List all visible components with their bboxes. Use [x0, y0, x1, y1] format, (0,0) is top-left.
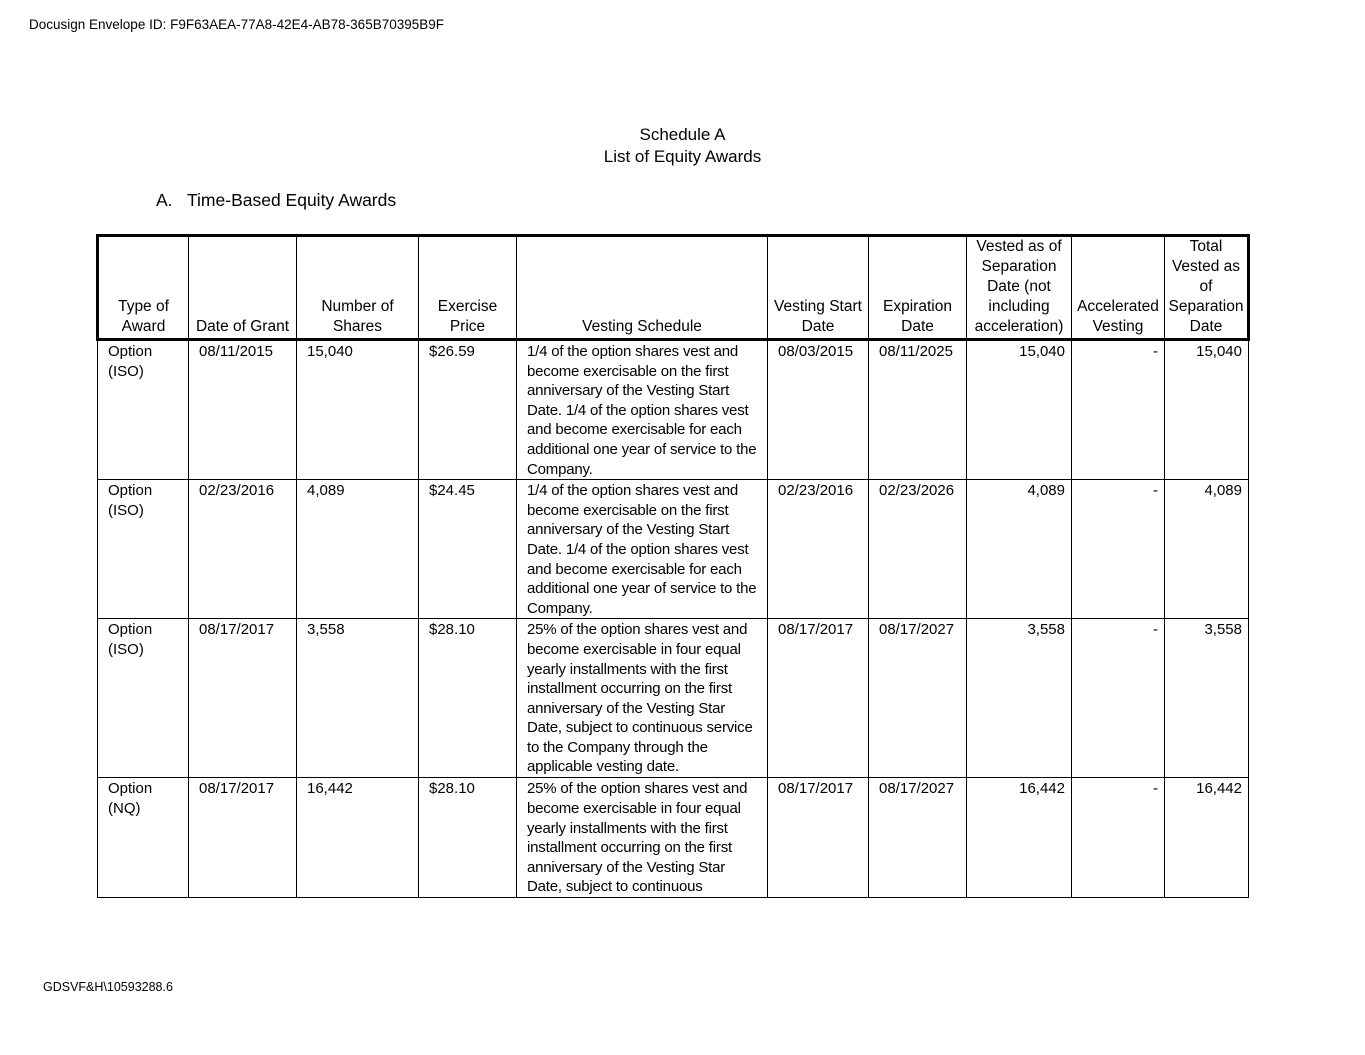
table-row	[98, 340, 1249, 480]
header-vesting-schedule: Vesting Schedule	[517, 236, 768, 340]
cell-start-date: 02/23/2016	[768, 480, 869, 619]
header-expiration-date: Expiration Date	[869, 236, 967, 340]
cell-grant-date: 02/23/2016	[189, 480, 297, 619]
cell-total: 15,040	[1165, 340, 1249, 480]
cell-start-date: 08/03/2015	[768, 340, 869, 480]
cell-accelerated: -	[1072, 480, 1165, 619]
equity-awards-table	[96, 234, 1250, 898]
header-total-vested: Total Vested as of Separation Date	[1165, 236, 1249, 340]
cell-type: Option (ISO)	[98, 340, 189, 480]
cell-grant-date: 08/17/2017	[189, 619, 297, 778]
schedule-title: Schedule A	[639, 125, 726, 144]
cell-schedule: 1/4 of the option shares vest and become exercisable on the first anniversary of the Vesting Start Date. 1/4 of the option shares vest and become exercisable for each additional one year of service to the Company.	[517, 480, 768, 619]
cell-type: Option (NQ)	[98, 778, 189, 898]
header-date-of-grant: Date of Grant	[189, 236, 297, 340]
schedule-subtitle: List of Equity Awards	[603, 147, 762, 166]
cell-start-date: 08/17/2017	[768, 619, 869, 778]
header-accelerated-vesting: Accelerated Vesting	[1072, 236, 1165, 340]
cell-shares: 4,089	[297, 480, 419, 619]
cell-expiration: 02/23/2026	[869, 480, 967, 619]
envelope-id: Docusign Envelope ID: F9F63AEA-77A8-42E4-AB78-365B70395B9F	[29, 17, 444, 32]
cell-price: $28.10	[419, 778, 517, 898]
section-letter: A.	[156, 190, 173, 210]
table-header-row	[98, 236, 1249, 340]
cell-grant-date: 08/11/2015	[189, 340, 297, 480]
cell-schedule: 25% of the option shares vest and become exercisable in four equal yearly installments with the first installment occurring on the first anniversary of the Vesting Star Date, subject to continuous service to the Company through the applicable vesting date.	[517, 619, 768, 778]
cell-shares: 16,442	[297, 778, 419, 898]
cell-grant-date: 08/17/2017	[189, 778, 297, 898]
section-heading	[156, 190, 396, 211]
cell-price: $26.59	[419, 340, 517, 480]
cell-type: Option (ISO)	[98, 619, 189, 778]
cell-vested: 4,089	[967, 480, 1072, 619]
cell-accelerated: -	[1072, 619, 1165, 778]
cell-expiration: 08/17/2027	[869, 778, 967, 898]
cell-shares: 15,040	[297, 340, 419, 480]
section-label: Time-Based Equity Awards	[187, 190, 397, 210]
cell-expiration: 08/17/2027	[869, 619, 967, 778]
document-footer-id: GDSVF&H\10593288.6	[43, 980, 173, 994]
cell-vested: 3,558	[967, 619, 1072, 778]
header-vesting-start-date: Vesting Start Date	[768, 236, 869, 340]
cell-total: 16,442	[1165, 778, 1249, 898]
cell-type: Option (ISO)	[98, 480, 189, 619]
cell-price: $24.45	[419, 480, 517, 619]
header-exercise-price: Exercise Price	[419, 236, 517, 340]
table-row	[98, 619, 1249, 778]
document-title	[0, 124, 1365, 168]
cell-vested: 16,442	[967, 778, 1072, 898]
cell-accelerated: -	[1072, 778, 1165, 898]
cell-start-date: 08/17/2017	[768, 778, 869, 898]
header-type-of-award: Type of Award	[98, 236, 189, 340]
cell-shares: 3,558	[297, 619, 419, 778]
cell-price: $28.10	[419, 619, 517, 778]
cell-schedule: 1/4 of the option shares vest and become exercisable on the first anniversary of the Vesting Start Date. 1/4 of the option shares vest and become exercisable for each additional one year of service to the Company.	[517, 340, 768, 480]
cell-accelerated: -	[1072, 340, 1165, 480]
header-vested-as-of-separation: Vested as of Separation Date (not including acceleration)	[967, 236, 1072, 340]
cell-total: 3,558	[1165, 619, 1249, 778]
header-number-of-shares: Number of Shares	[297, 236, 419, 340]
table-row	[98, 778, 1249, 898]
table-row	[98, 480, 1249, 619]
cell-expiration: 08/11/2025	[869, 340, 967, 480]
cell-vested: 15,040	[967, 340, 1072, 480]
cell-total: 4,089	[1165, 480, 1249, 619]
cell-schedule: 25% of the option shares vest and become exercisable in four equal yearly installments with the first installment occurring on the first anniversary of the Vesting Star Date, subject to continuous	[517, 778, 768, 898]
